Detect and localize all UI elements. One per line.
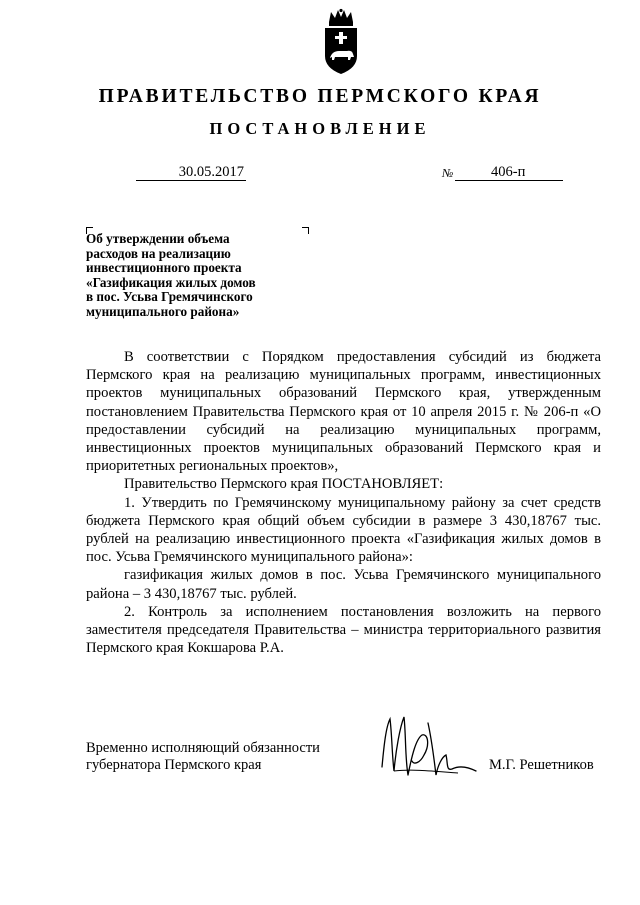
clause-1-detail-paragraph: газификация жилых домов в пос. Усьва Гремячинского муниципального района – 3 430,18767 тыс. рублей. (86, 567, 601, 602)
subject-line: в пос. Усьва Гремячинского (86, 289, 253, 305)
number-sign: № (442, 166, 454, 180)
subject-line: муниципального района» (86, 303, 240, 319)
document-subject (86, 232, 316, 320)
signatory-title (86, 740, 356, 773)
subject-line: инвестиционного проекта (86, 260, 242, 276)
document-body (86, 348, 601, 657)
signatory-title-line: губернатора Пермского края (86, 756, 262, 773)
document-number: 406-п (455, 164, 563, 181)
signatory-name: М.Г. Решетников (489, 757, 594, 773)
document-date: 30.05.2017 (136, 164, 246, 181)
government-title: ПРАВИТЕЛЬСТВО ПЕРМСКОГО КРАЯ (98, 86, 542, 107)
perm-krai-coat-of-arms-icon (319, 8, 363, 76)
handwritten-signature (372, 705, 482, 785)
document-type: ПОСТАНОВЛЕНИЕ (209, 119, 431, 138)
subject-line: Об утверждении объема (86, 231, 230, 246)
clause-1-paragraph: 1. Утвердить по Гремячинскому муниципальному району за счет средств бюджета Пермского края общий объем субсидии в размере 3 430,18767 тыс. рублей на реализацию инвестиционного проекта «Газификация жилых домов в пос. Усьва Гремячинского муниципального района»: (86, 494, 601, 566)
preamble-paragraph: В соответствии с Порядком предоставления субсидий из бюджета Пермского края на реализацию муниципальных программ, инвестиционных проектов муниципальных образований Пермского края, утвержденным постановлением Правительства Пермского края от 10 апреля 2015 г. № 206-п «О предоставлении субсидий на реализацию муниципальных программ, инвестиционных проектов муниципальных образований Пермского края и приоритетных региональных проектов», (86, 349, 601, 475)
clause-2-paragraph: 2. Контроль за исполнением постановления возложить на первого заместителя председателя Правительства – министра территориального развития Пермского края Кокшарова Р.А. (86, 603, 601, 657)
resolution-paragraph: Правительство Пермского края ПОСТАНОВЛЯЕТ: (124, 476, 444, 493)
subject-line: «Газификация жилых домов (86, 274, 256, 290)
signatory-title-line: Временно исполняющий обязанности (86, 740, 320, 756)
subject-line: расходов на реализацию (86, 245, 231, 261)
